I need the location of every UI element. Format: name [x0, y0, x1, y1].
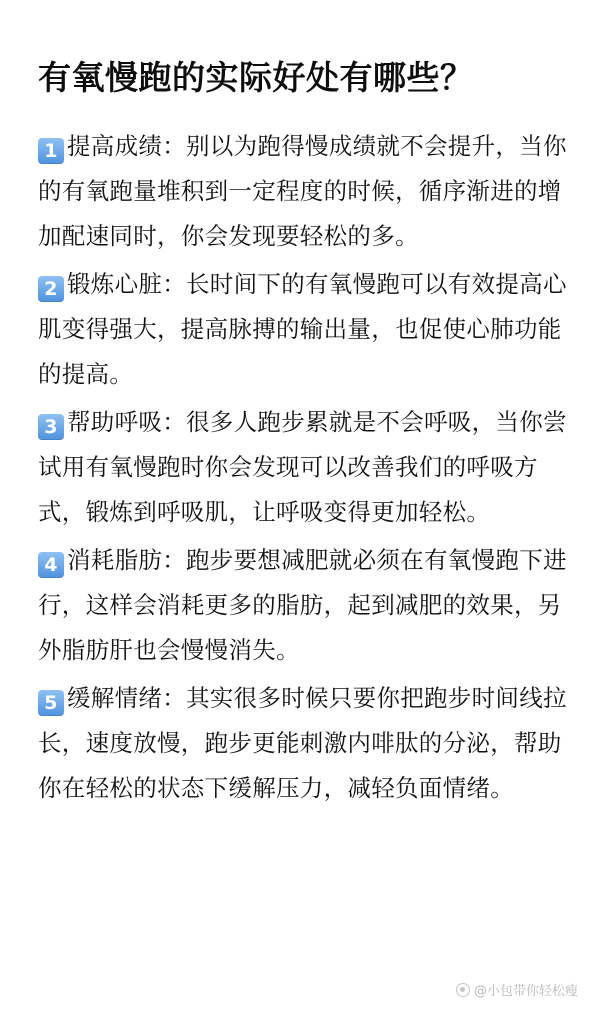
- benefit-list: [38, 124, 578, 814]
- page-title: 有氧慢跑的实际好处有哪些？: [38, 58, 474, 97]
- benefit-item-5: [38, 676, 578, 811]
- benefit-text: 提高成绩：别以为跑得慢成绩就不会提升，当你的有氧跑量堆积到一定程度的时候，循序渐进的增加配速同时，你会发现要轻松的多。: [38, 132, 567, 250]
- benefit-item-4: [38, 538, 578, 673]
- benefit-item-2: [38, 262, 578, 397]
- number-badge-icon: 2: [38, 276, 64, 302]
- benefit-item-3: [38, 400, 578, 535]
- benefit-text: 锻炼心脏：长时间下的有氧慢跑可以有效提高心肌变得强大，提高脉搏的输出量，也促使心肺功能的提高。: [38, 270, 567, 388]
- benefit-text: 消耗脂肪：跑步要想减肥就必须在有氧慢跑下进行，这样会消耗更多的脂肪，起到减肥的效果，另外脂肪肝也会慢慢消失。: [38, 546, 567, 664]
- watermark: [456, 980, 578, 999]
- number-badge-icon: 4: [38, 552, 64, 578]
- number-badge-icon: 1: [38, 138, 64, 164]
- number-badge-icon: 5: [38, 690, 64, 716]
- watermark-text: @小包带你轻松瘦: [473, 984, 578, 999]
- benefit-item-1: [38, 124, 578, 259]
- benefit-text: 缓解情绪：其实很多时候只要你把跑步时间线拉长，速度放慢，跑步更能刺激内啡肽的分泌，帮助你在轻松的状态下缓解压力，减轻负面情绪。: [38, 684, 567, 802]
- platform-logo-icon: [456, 983, 470, 997]
- number-badge-icon: 3: [38, 414, 64, 440]
- benefit-text: 帮助呼吸：很多人跑步累就是不会呼吸，当你尝试用有氧慢跑时你会发现可以改善我们的呼吸方式，锻炼到呼吸肌，让呼吸变得更加轻松。: [38, 408, 567, 526]
